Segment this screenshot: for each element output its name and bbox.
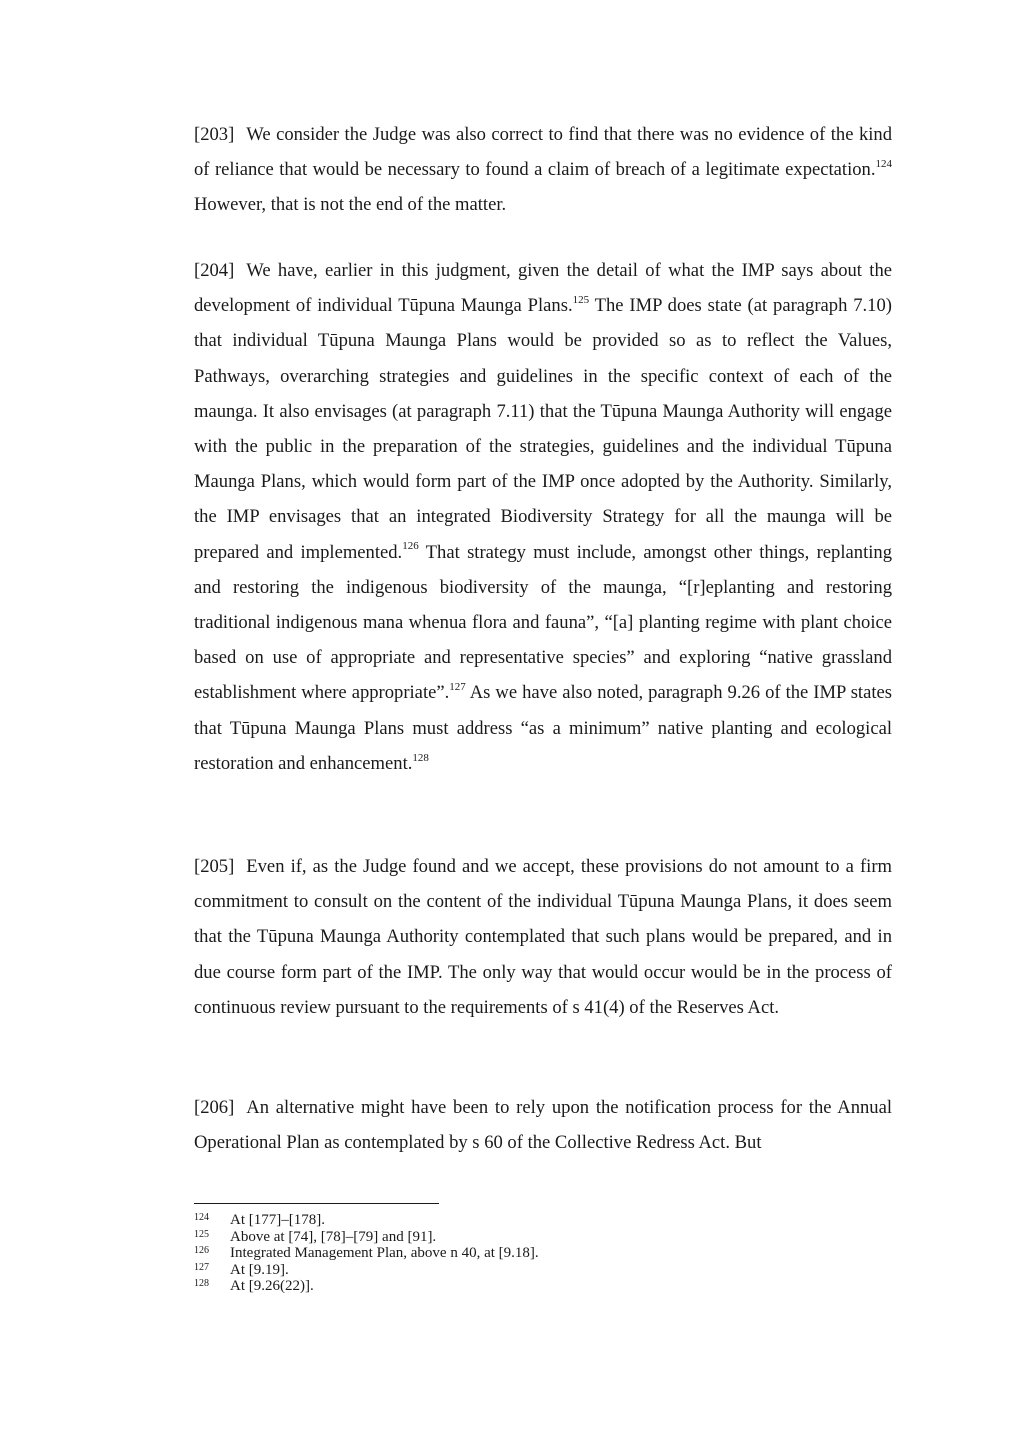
footnote-reference[interactable]: 124 (875, 158, 892, 171)
footnote-number: 126 (194, 1245, 209, 1256)
footnote-divider (194, 1203, 439, 1204)
paragraph-number: [206] (194, 1097, 235, 1118)
footnote-number: 125 (194, 1228, 209, 1240)
footnote-text: Integrated Management Plan, above n 40, at [9.18]. (230, 1245, 539, 1261)
paragraph-text: The IMP does state (at paragraph 7.10) that individual Tūpuna Maunga Plans would be provided so as to reflect the Values, Pathways, overarching strategies and guidelines in the specific context of each of the maunga. It also envisages (at paragraph 7.11) that the Tūpuna Maunga Authority will engage with the public in the preparation of the strategies, guidelines and the individual Tūpuna Maunga Plans, which would form part of the IMP once adopted by the Authority. Similarly, the IMP envisages that an integrated Biodiversity Strategy for all the maunga will be prepared and implemented. (194, 295, 892, 563)
footnote-126 (194, 1245, 894, 1262)
paragraph-text: Even if, as the Judge found and we accept, these provisions do not amount to a firm commitment to consult on the content of the individual Tūpuna Maunga Plans, it does seem that the Tūpuna Maunga Authority contemplated that such plans would be prepared, and in due course form part of the IMP. The only way that would occur would be in the process of continuous review pursuant to the requirements of s 41(4) of the Reserves Act. (194, 856, 892, 1018)
paragraph-text: However, that is not the end of the matter. (194, 194, 507, 216)
footnote-125 (194, 1229, 894, 1246)
footnote-text: Above at [74], [78]–[79] and [91]. (230, 1228, 437, 1245)
paragraph-text: That strategy must include, amongst other things, replanting and restoring the indigenous biodiversity of the maunga, “[r]eplanting and restoring traditional indigenous mana whenua flora and fauna”, “[a] planting regime with plant choice based on use of appropriate and representative species” and exploring “native grassland establishment where appropriate”. (194, 541, 892, 704)
footnote-127 (194, 1262, 894, 1279)
footnote-reference[interactable]: 127 (449, 681, 466, 694)
footnote-text: At [9.26(22)]. (230, 1278, 314, 1294)
paragraph-205 (194, 849, 892, 1025)
paragraph-203 (194, 117, 892, 223)
paragraph-text: We consider the Judge was also correct to find that there was no evidence of the kind of reliance that would be necessary to found a claim of breach of a legitimate expectation. (194, 124, 892, 181)
paragraph-206 (194, 1090, 892, 1160)
footnote-text: At [9.19]. (230, 1261, 289, 1278)
footnote-number: 124 (194, 1212, 209, 1223)
paragraph-number: [205] (194, 856, 235, 877)
footnote-reference[interactable]: 125 (572, 294, 590, 307)
paragraph-204 (194, 253, 892, 781)
paragraph-number: [203] (194, 124, 235, 145)
footnotes-section (194, 1212, 894, 1295)
paragraph-text: An alternative might have been to rely upon the notification process for the Annual Operational Plan as contemplated by s 60 of the Collective Redress Act. But (194, 1097, 892, 1154)
footnote-reference[interactable]: 128 (412, 751, 429, 764)
footnote-number: 128 (194, 1278, 209, 1289)
footnote-128 (194, 1278, 894, 1295)
paragraph-number: [204] (194, 260, 235, 281)
footnote-124 (194, 1212, 894, 1229)
paragraph-text: We have, earlier in this judgment, given the detail of what the IMP says about the development of individual Tūpuna Maunga Plans. (194, 260, 892, 317)
footnote-reference[interactable]: 126 (402, 540, 419, 553)
paragraph-text: As we have also noted, paragraph 9.26 of the IMP states that Tūpuna Maunga Plans must address “as a minimum” native planting and ecological restoration and enhancement. (194, 682, 893, 774)
footnote-number: 127 (194, 1261, 209, 1273)
footnote-text: At [177]–[178]. (230, 1212, 325, 1228)
